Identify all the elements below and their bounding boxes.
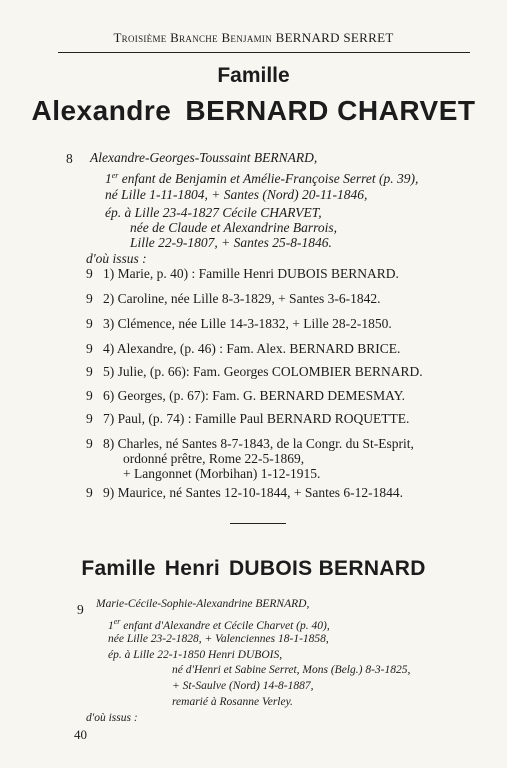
- child-generation: 9: [86, 316, 93, 331]
- child-entry: 3) Clémence, née Lille 14-3-1832, + Lille 28-2-1850.: [103, 316, 392, 331]
- section-divider: [230, 523, 286, 524]
- child-entry: 8) Charles, né Santes 8-7-1843, de la Congr. du St-Esprit,: [103, 436, 414, 451]
- entry2-spouse-details: né d'Henri et Sabine Serret, Mons (Belg.) 8-3-1825,: [172, 664, 411, 676]
- child-generation: 9: [86, 341, 93, 356]
- section2-surname: DUBOIS BERNARD: [228, 557, 426, 580]
- section2-first-name: Henri: [164, 557, 220, 580]
- entry2-parentage: 1er enfant d'Alexandre et Cécile Charvet (p. 40),: [108, 617, 330, 632]
- child-generation: 9: [86, 436, 93, 451]
- child-entry: 4) Alexandre, (p. 46) : Fam. Alex. BERNARD BRICE.: [103, 341, 401, 356]
- page-number: 40: [74, 727, 87, 742]
- entry2-issue-label: d'où issus :: [86, 712, 138, 724]
- child-generation: 9: [86, 364, 93, 379]
- section1-family-name: [0, 95, 507, 127]
- section1-surname: BERNARD CHARVET: [185, 95, 476, 126]
- child-generation: 9: [86, 485, 93, 500]
- running-head: [0, 30, 507, 46]
- entry1-parentage: 1er enfant de Benjamin et Amélie-Françoise Serret (p. 39),: [105, 171, 419, 186]
- entry2-marriage: ép. à Lille 22-1-1850 Henri DUBOIS,: [108, 649, 283, 661]
- child-entry: 1) Marie, p. 40) : Famille Henri DUBOIS BERNARD.: [103, 266, 399, 281]
- child-entry: 5) Julie, (p. 66): Fam. Georges COLOMBIER BERNARD.: [103, 364, 423, 379]
- entry1-generation: 8: [66, 151, 73, 166]
- entry2-remarriage: remarié à Rosanne Verley.: [172, 696, 293, 708]
- entry1-name: Alexandre-Georges-Toussaint BERNARD,: [90, 150, 318, 165]
- entry2-generation: 9: [77, 602, 84, 617]
- child-generation: 9: [86, 411, 93, 426]
- entry1-birth-death: né Lille 1-11-1804, + Santes (Nord) 20-11-1846,: [105, 187, 368, 202]
- entry1-spouse-parents: née de Claude et Alexandrine Barrois,: [130, 220, 337, 235]
- child-entry: 2) Caroline, née Lille 8-3-1829, + Santes 3-6-1842.: [103, 291, 381, 306]
- section2-family-heading: [0, 557, 507, 581]
- entry2-spouse-death: + St-Saulve (Nord) 14-8-1887,: [172, 680, 314, 692]
- section1-first-name: Alexandre: [31, 95, 172, 126]
- entry2-birth-death: née Lille 23-2-1828, + Valenciennes 18-1-1858,: [108, 633, 329, 645]
- running-head-family: BERNARD SERRET: [275, 30, 394, 45]
- entry2-name: Marie-Cécile-Sophie-Alexandrine BERNARD,: [96, 598, 310, 610]
- entry1-marriage: ép. à Lille 23-4-1827 Cécile CHARVET,: [105, 205, 322, 220]
- entry1-issue-label: d'où issus :: [86, 251, 147, 266]
- section1-family-word: Famille: [217, 64, 290, 87]
- header-rule: [58, 52, 470, 53]
- entry1-spouse-dates: Lille 22-9-1807, + Santes 25-8-1846.: [130, 235, 332, 250]
- child-entry: 6) Georges, (p. 67): Fam. G. BERNARD DEMESMAY.: [103, 388, 406, 403]
- child-generation: 9: [86, 266, 93, 281]
- child-entry-continued: ordonné prêtre, Rome 22-5-1869,: [123, 451, 305, 466]
- section2-family-word: Famille: [81, 557, 156, 580]
- child-generation: 9: [86, 388, 93, 403]
- running-head-branch: Troisième Branche Benjamin: [113, 30, 273, 45]
- child-entry-continued: + Langonnet (Morbihan) 1-12-1915.: [123, 466, 321, 481]
- child-generation: 9: [86, 291, 93, 306]
- child-entry: 9) Maurice, né Santes 12-10-1844, + Santes 6-12-1844.: [103, 485, 404, 500]
- child-entry: 7) Paul, (p. 74) : Famille Paul BERNARD ROQUETTE.: [103, 411, 410, 426]
